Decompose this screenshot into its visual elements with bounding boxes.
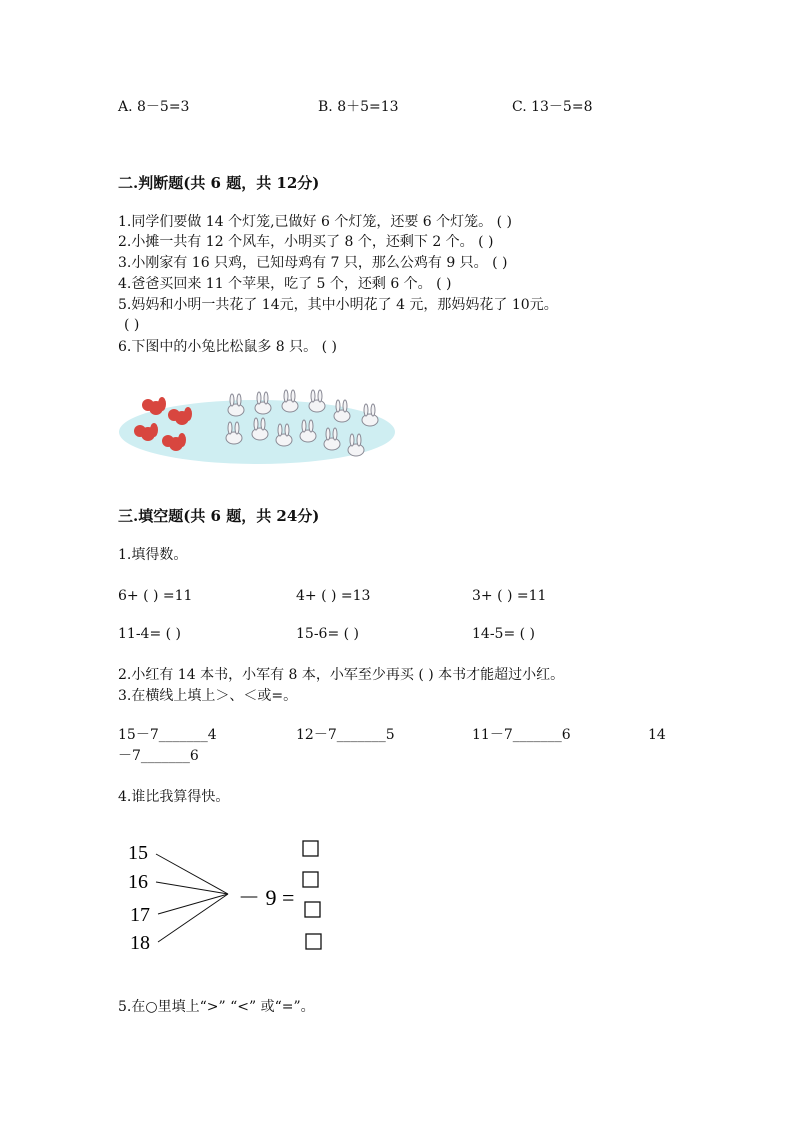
- judge-q5: 5.妈妈和小明一共花了 14元，其中小明花了 4 元，那妈妈花了 10元。: [118, 297, 558, 313]
- section3-title: 三.填空题(共 6 题，共 24分): [118, 507, 320, 525]
- compare-item-wrap: －7_______6: [118, 748, 199, 764]
- judge-q5-blank: ( ): [124, 317, 140, 333]
- answer-box: [303, 841, 318, 856]
- rabbit-icon: [309, 390, 325, 412]
- fill-row2-item: 15-6= ( ): [296, 626, 360, 642]
- diagram-lines: [156, 854, 228, 942]
- fill-q2: 2.小红有 14 本书，小军有 8 本，小军至少再买 ( ) 本书才能超过小红。: [118, 667, 565, 683]
- judge-q4: 4.爸爸买回来 11 个苹果，吃了 5 个，还剩 6 个。 ( ): [118, 276, 452, 292]
- fill-row2-item: 14-5= ( ): [472, 626, 536, 642]
- answer-box: [305, 902, 320, 917]
- option-b: B. 8＋5=13: [318, 99, 399, 115]
- fill-q3: 3.在横线上填上＞、＜或=。: [118, 688, 298, 704]
- rabbit-icon: [282, 390, 298, 412]
- animals-picture: [118, 388, 396, 468]
- option-c: C. 13－5=8: [512, 99, 593, 115]
- judge-q3: 3.小刚家有 16 只鸡，已知母鸡有 7 只，那么公鸡有 9 只。 ( ): [118, 255, 508, 271]
- fill-row2-item: 11-4= ( ): [118, 626, 182, 642]
- fill-q1: 1.填得数。: [118, 547, 188, 563]
- diagram-number: 15: [128, 842, 148, 864]
- compare-item: 15－7_______4: [118, 727, 217, 743]
- compare-item: 12－7_______5: [296, 727, 395, 743]
- answer-box: [306, 934, 321, 949]
- option-a: A. 8－5=3: [118, 99, 190, 115]
- compare-item: 11－7_______6: [472, 727, 571, 743]
- fill-row1-item: 6+ ( ) =11: [118, 588, 193, 604]
- rabbit-icon: [362, 404, 378, 426]
- fill-q5: 5.在○里填上“>” “<” 或“=”。: [118, 999, 315, 1015]
- compare-item: 14: [648, 727, 666, 743]
- diagram-number: 16: [128, 871, 148, 893]
- fill-row1-item: 3+ ( ) =11: [472, 588, 547, 604]
- diagram-number: 18: [130, 932, 150, 954]
- diagram-operation: － 9 =: [238, 885, 295, 910]
- subtraction-diagram: [120, 832, 340, 962]
- judge-q1: 1.同学们要做 14 个灯笼,已做好 6 个灯笼，还要 6 个灯笼。 ( ): [118, 214, 512, 230]
- section2-title: 二.判断题(共 6 题，共 12分): [118, 174, 320, 192]
- judge-q6: 6.下图中的小兔比松鼠多 8 只。 ( ): [118, 339, 337, 355]
- answer-box: [303, 872, 318, 887]
- judge-q2: 2.小摊一共有 12 个风车，小明买了 8 个，还剩下 2 个。 ( ): [118, 234, 494, 250]
- fill-q4: 4.谁比我算得快。: [118, 789, 230, 805]
- diagram-number: 17: [130, 904, 150, 926]
- fill-row1-item: 4+ ( ) =13: [296, 588, 371, 604]
